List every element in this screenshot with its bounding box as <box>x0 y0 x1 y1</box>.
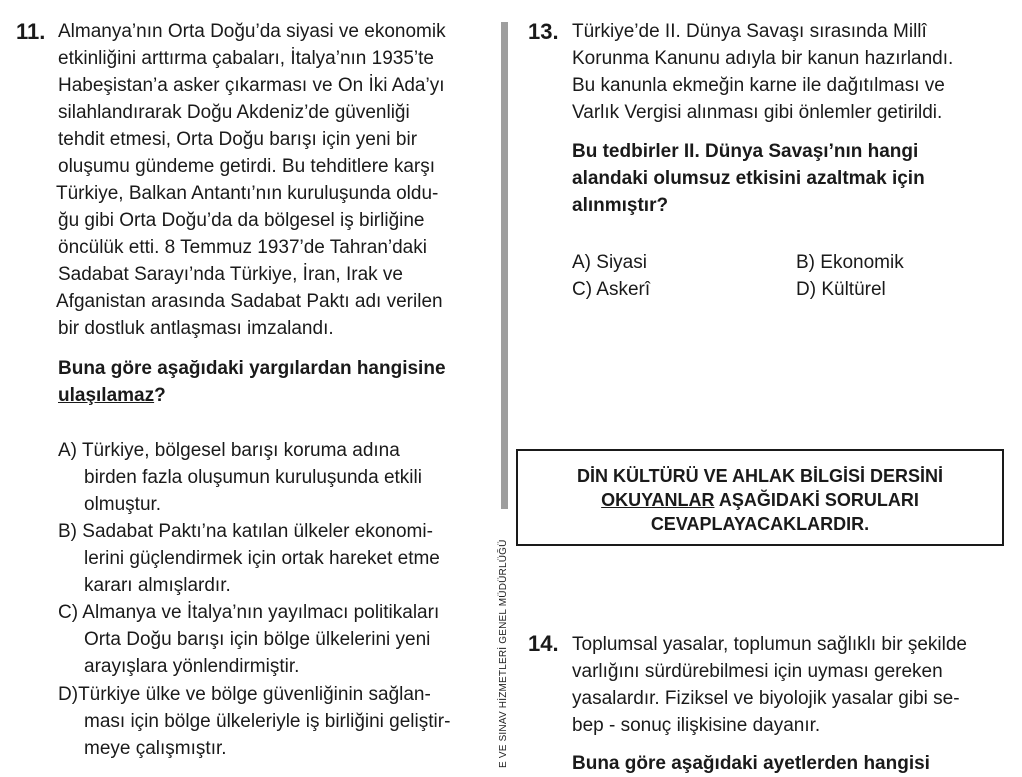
option-a[interactable] <box>58 437 422 518</box>
option-line: Orta Doğu barışı için bölge ülkelerini yeni <box>84 629 431 650</box>
stem-line: silahlandırarak Doğu Akdeniz’de güvenliği <box>58 102 410 123</box>
section-notice-box <box>516 449 1004 546</box>
option-c[interactable] <box>58 599 439 680</box>
notice-line: DİN KÜLTÜRÜ VE AHLAK BİLGİSİ DERSİNİ <box>576 466 943 486</box>
option-line: meye çalışmıştır. <box>84 738 227 759</box>
option-c[interactable]: C) Askerî <box>572 279 651 300</box>
question-11-stem <box>58 18 446 342</box>
option-a[interactable]: A) Siyasi <box>572 252 647 273</box>
stem-line: öncülük etti. 8 Temmuz 1937’de Tahran’daki <box>58 237 427 258</box>
option-label: A) <box>58 440 77 461</box>
option-text: Türkiye ülke ve bölge güvenliğinin sağlan- <box>78 684 431 705</box>
stem-line: Afganistan arasında Sadabat Paktı adı verilen <box>56 291 443 312</box>
option-b[interactable] <box>58 518 440 599</box>
option-line: lerini güçlendirmek için ortak hareket etme <box>84 548 440 569</box>
stem-line: ğu gibi Orta Doğu’da da bölgesel iş birliğine <box>58 210 425 231</box>
question-11-number: 11. <box>16 19 46 44</box>
option-line <box>58 681 450 708</box>
stem-line: Türkiye, Balkan Antantı’nın kuruluşunda oldu- <box>56 183 439 204</box>
stem-line: bep - sonuç ilişkisine dayanır. <box>572 715 821 736</box>
stem-line: bir dostluk antlaşması imzalandı. <box>58 318 334 339</box>
option-text: Türkiye, bölgesel barışı koruma adına <box>81 440 400 461</box>
option-line: kararı almışlardır. <box>84 575 231 596</box>
stem-line: Habeşistan’a asker çıkarması ve On İki Ada’yı <box>58 75 445 96</box>
option-d[interactable]: D) Kültürel <box>796 279 886 300</box>
option-line: birden fazla oluşumun kuruluşunda etkili <box>84 467 422 488</box>
column-divider <box>501 22 508 509</box>
stem-line: Türkiye’de II. Dünya Savaşı sırasında Millî <box>572 21 927 42</box>
option-line: arayışlara yönlendirmiştir. <box>84 656 300 677</box>
stem-line: Korunma Kanunu adıyla bir kanun hazırlandı. <box>572 48 954 69</box>
prompt-line: Buna göre aşağıdaki ayetlerden hangisi <box>572 753 930 774</box>
option-label: C) <box>58 602 79 623</box>
notice-rest: AŞAĞIDAKİ SORULARI <box>714 490 919 510</box>
option-line <box>58 437 422 464</box>
option-line <box>58 599 439 626</box>
option-label: B) <box>58 521 77 542</box>
negation-word: ulaşılamaz <box>58 385 155 406</box>
question-14-number: 14. <box>528 631 559 656</box>
stem-line: Almanya’nın Orta Doğu’da siyasi ve ekonomik <box>58 21 446 42</box>
prompt-line: Buna göre aşağıdaki yargılardan hangisine <box>58 358 446 379</box>
stem-line: varlığını sürdürebilmesi için uyması gereken <box>572 661 943 682</box>
stem-line: Sadabat Sarayı’nda Türkiye, İran, Irak ve <box>58 264 403 285</box>
option-label: D) <box>58 684 79 705</box>
option-d[interactable] <box>58 681 450 762</box>
prompt-line: alandaki olumsuz etkisini azaltmak için <box>572 168 925 189</box>
option-line: olmuştur. <box>84 494 162 515</box>
option-text: Almanya ve İtalya’nın yayılmacı politikaları <box>82 602 440 623</box>
stem-line: tehdit etmesi, Orta Doğu barışı için yeni bir <box>58 129 418 150</box>
question-14-stem <box>572 631 967 739</box>
stem-line: yasalardır. Fiziksel ve biyolojik yasalar gibi se- <box>572 688 960 709</box>
stem-line: Bu kanunla ekmeğin karne ile dağıtılması ve <box>572 75 945 96</box>
stem-line: Varlık Vergisi alınması gibi önlemler getirildi. <box>572 102 943 123</box>
question-13-number: 13. <box>528 19 559 44</box>
option-b[interactable]: B) Ekonomik <box>796 252 904 273</box>
stem-line: Toplumsal yasalar, toplumun sağlıklı bir şekilde <box>572 634 967 655</box>
option-line <box>58 518 440 545</box>
option-text: Sadabat Paktı’na katılan ülkeler ekonomi- <box>82 521 433 542</box>
prompt-line: alınmıştır? <box>572 195 669 216</box>
publisher-vertical-text: E VE SINAV HİZMETLERİ GENEL MÜDÜRLÜĞÜ <box>498 539 509 768</box>
question-13-prompt <box>572 138 925 219</box>
prompt-line: Bu tedbirler II. Dünya Savaşı’nın hangi <box>572 141 919 162</box>
prompt-line <box>58 382 446 409</box>
option-line: ması için bölge ülkeleriyle iş birliğini geliştir- <box>84 711 451 732</box>
stem-line: etkinliğini arttırma çabaları, İtalya’nın 1935’te <box>58 48 434 69</box>
question-mark: ? <box>154 385 166 406</box>
stem-line: oluşumu gündeme getirdi. Bu tehditlere karşı <box>58 156 436 177</box>
question-13-stem <box>572 18 953 126</box>
notice-line <box>518 488 1002 512</box>
question-14-prompt <box>572 750 930 777</box>
question-11-prompt <box>58 355 446 409</box>
notice-underlined: OKUYANLAR <box>601 490 715 510</box>
notice-line: CEVAPLAYACAKLARDIR. <box>650 514 870 534</box>
